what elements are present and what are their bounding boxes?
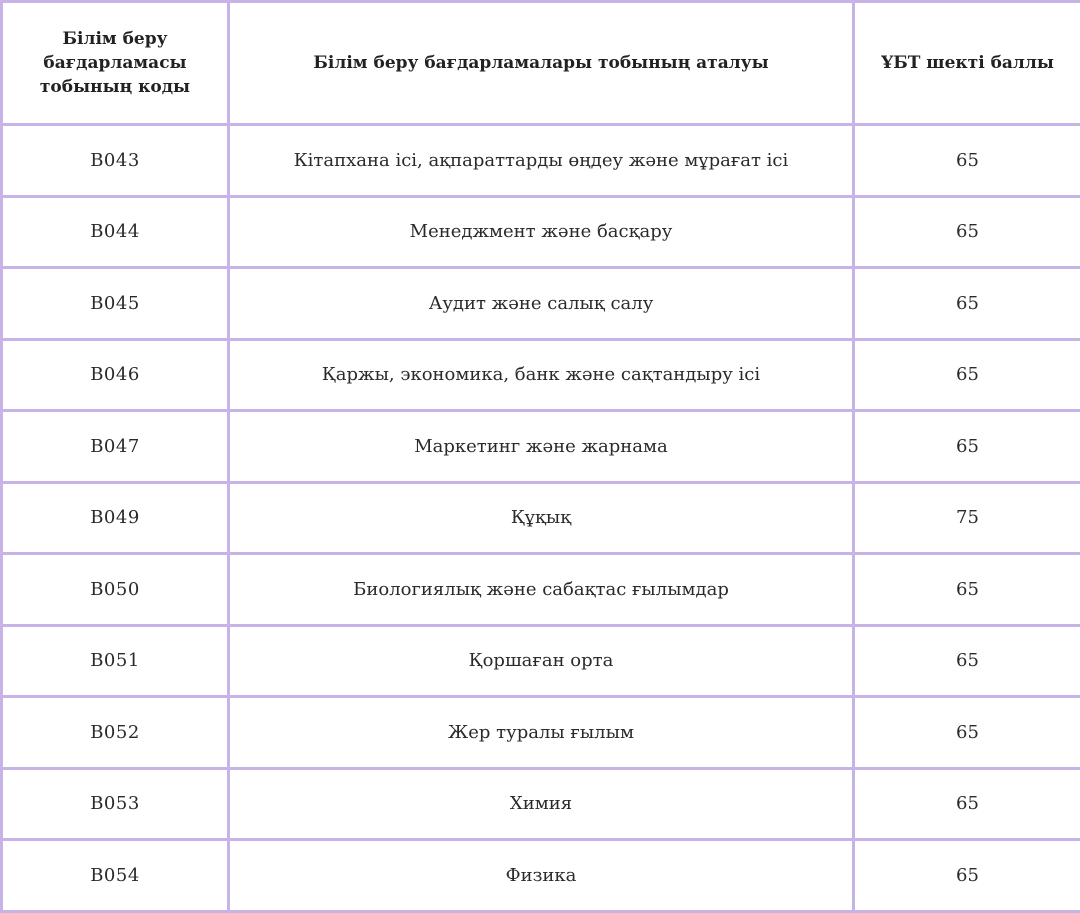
cell-name: Биологиялық және сабақтас ғылымдар <box>229 554 854 626</box>
cell-code: B051 <box>2 625 229 697</box>
cell-score: 65 <box>854 196 1080 268</box>
table-header-row <box>2 2 1080 125</box>
cell-code: B047 <box>2 411 229 483</box>
table-row <box>2 768 1080 840</box>
cell-code: B052 <box>2 697 229 769</box>
cell-name: Қаржы, экономика, банк және сақтандыру ісі <box>229 339 854 411</box>
cell-name: Маркетинг және жарнама <box>229 411 854 483</box>
cell-name: Кітапхана ісі, ақпараттарды өңдеу және мұрағат ісі <box>229 125 854 197</box>
cell-score: 65 <box>854 411 1080 483</box>
cell-score: 65 <box>854 697 1080 769</box>
cell-score: 65 <box>854 768 1080 840</box>
table-row <box>2 625 1080 697</box>
cell-code: B046 <box>2 339 229 411</box>
cell-score: 65 <box>854 268 1080 340</box>
cell-score: 65 <box>854 625 1080 697</box>
cell-name: Құқық <box>229 482 854 554</box>
table-row <box>2 339 1080 411</box>
cell-name: Жер туралы ғылым <box>229 697 854 769</box>
table-row <box>2 840 1080 912</box>
table-row <box>2 697 1080 769</box>
table-row <box>2 125 1080 197</box>
cell-code: B054 <box>2 840 229 912</box>
cell-name: Химия <box>229 768 854 840</box>
cell-score: 65 <box>854 339 1080 411</box>
table-row <box>2 411 1080 483</box>
header-program-group-name: Білім беру бағдарламалары тобының аталуы <box>229 2 854 125</box>
header-threshold-score: ҰБТ шекті баллы <box>854 2 1080 125</box>
table-row <box>2 482 1080 554</box>
cell-name: Аудит және салық салу <box>229 268 854 340</box>
cell-name: Физика <box>229 840 854 912</box>
table-row <box>2 554 1080 626</box>
table-row <box>2 268 1080 340</box>
cell-code: B050 <box>2 554 229 626</box>
table-row <box>2 196 1080 268</box>
cell-name: Қоршаған орта <box>229 625 854 697</box>
cell-code: B045 <box>2 268 229 340</box>
cell-code: B053 <box>2 768 229 840</box>
cell-name: Менеджмент және басқару <box>229 196 854 268</box>
cell-score: 75 <box>854 482 1080 554</box>
cell-score: 65 <box>854 554 1080 626</box>
cell-score: 65 <box>854 125 1080 197</box>
header-program-group-code: Білім беру бағдарламасы тобының коды <box>2 2 229 125</box>
cell-code: B043 <box>2 125 229 197</box>
cell-score: 65 <box>854 840 1080 912</box>
cell-code: B049 <box>2 482 229 554</box>
cell-code: B044 <box>2 196 229 268</box>
